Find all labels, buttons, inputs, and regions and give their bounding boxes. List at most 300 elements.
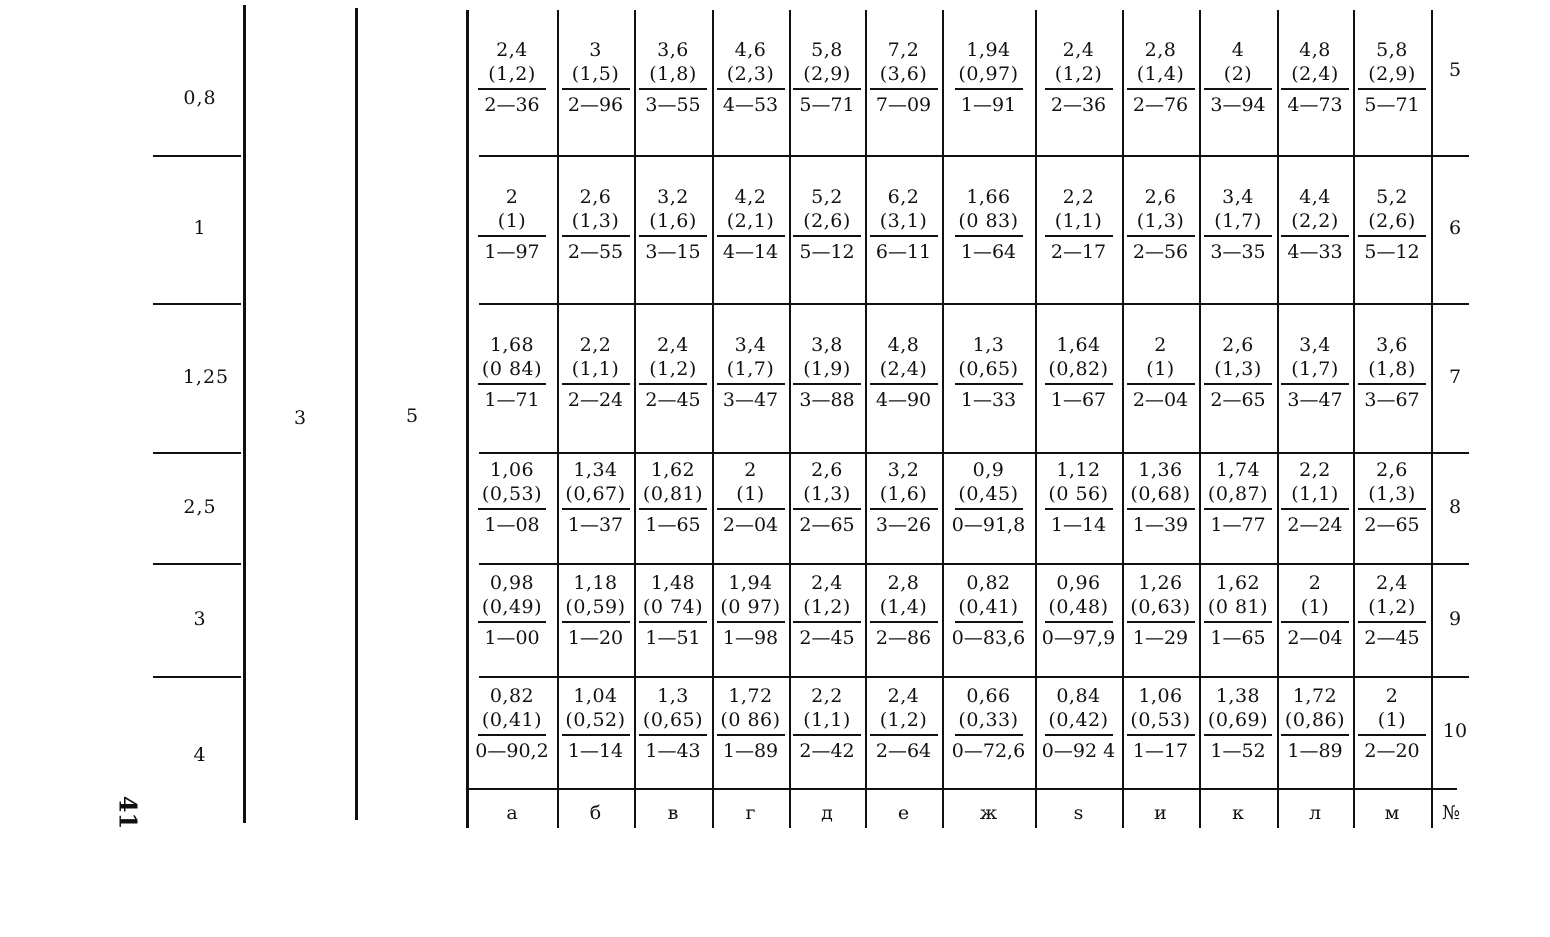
cell-value: 2,4 xyxy=(811,572,843,594)
fraction-line xyxy=(1127,734,1195,736)
cell-paren-value: (1,1) xyxy=(803,709,851,731)
fraction-line xyxy=(478,88,546,90)
fraction-line xyxy=(1358,734,1426,736)
fraction-line xyxy=(793,235,861,237)
table-cell xyxy=(557,684,634,763)
cell-paren-value: (0,97) xyxy=(958,63,1019,85)
cell-value: 0,82 xyxy=(966,572,1011,594)
cell-code: 1—20 xyxy=(567,626,624,649)
row-number: 5 xyxy=(1448,58,1462,81)
page-number: 41 xyxy=(113,795,143,830)
cell-code: 1—14 xyxy=(567,739,624,762)
table-cell xyxy=(634,571,712,650)
cell-value: 1,72 xyxy=(728,685,773,707)
table-cell xyxy=(1122,38,1199,117)
table-cell xyxy=(1122,333,1199,412)
fraction-line xyxy=(1045,508,1113,510)
cell-code: 5—12 xyxy=(799,240,855,263)
fraction-line xyxy=(1045,621,1113,623)
cell-code: 2—20 xyxy=(1364,739,1420,762)
cell-code: 3—94 xyxy=(1210,93,1266,116)
fraction-line xyxy=(870,734,938,736)
table-cell xyxy=(789,684,865,763)
cell-paren-value: (1) xyxy=(736,483,765,505)
cell-value: 3 xyxy=(589,39,602,61)
cell-code: 7—09 xyxy=(875,93,932,116)
fraction-line xyxy=(1127,621,1195,623)
cell-paren-value: (0 81) xyxy=(1207,596,1269,618)
table-cell xyxy=(1277,185,1353,264)
cell-code: 1—65 xyxy=(1210,626,1266,649)
cell-paren-value: (3,1) xyxy=(879,210,928,232)
fraction-line xyxy=(870,383,938,385)
cell-paren-value: (1,2) xyxy=(649,358,697,380)
column-header: к xyxy=(1232,802,1244,824)
cell-paren-value: (2,1) xyxy=(726,210,775,232)
left-row-label: 0,8 xyxy=(183,87,217,109)
table-cell xyxy=(634,333,712,412)
fraction-line xyxy=(562,734,630,736)
cell-paren-value: (0,53) xyxy=(1130,709,1191,731)
fraction-line xyxy=(1204,88,1272,90)
cell-code: 0—83,6 xyxy=(951,626,1026,649)
left-row-label: 2,5 xyxy=(183,496,217,518)
row-number: 10 xyxy=(1442,719,1468,742)
table-cell xyxy=(1277,571,1353,650)
table-cell xyxy=(1277,38,1353,117)
cell-code: 1—00 xyxy=(484,626,540,649)
cell-code: 2—36 xyxy=(484,93,540,116)
cell-code: 0—97,9 xyxy=(1041,626,1116,649)
table-cell xyxy=(1353,185,1431,264)
fraction-line xyxy=(478,235,546,237)
cell-paren-value: (1,1) xyxy=(1054,210,1103,232)
column-header: е xyxy=(897,802,910,824)
cell-code: 0—72,6 xyxy=(951,739,1026,762)
cell-value: 5,8 xyxy=(811,39,843,61)
row-separator xyxy=(479,303,1469,305)
fraction-line xyxy=(1127,383,1195,385)
fraction-line xyxy=(955,508,1023,510)
table-cell xyxy=(712,571,789,650)
cell-code: 5—71 xyxy=(1364,93,1420,116)
cell-value: 1,62 xyxy=(1215,572,1261,594)
fraction-line xyxy=(955,621,1023,623)
cell-paren-value: (1,1) xyxy=(1291,483,1339,505)
fraction-line xyxy=(1358,383,1426,385)
fraction-line xyxy=(478,508,546,510)
cell-value: 1,66 xyxy=(966,186,1011,208)
cell-value: 1,36 xyxy=(1138,459,1183,481)
fraction-line xyxy=(562,621,630,623)
cell-code: 3—47 xyxy=(722,388,779,411)
cell-paren-value: (1,3) xyxy=(571,210,620,232)
fraction-line xyxy=(1281,235,1349,237)
fraction-line xyxy=(870,621,938,623)
left-row-label: 4 xyxy=(193,744,207,766)
cell-paren-value: (1,2) xyxy=(879,709,928,731)
data-grid xyxy=(467,10,1467,830)
fraction-line xyxy=(1358,508,1426,510)
cell-code: 1—52 xyxy=(1210,739,1266,762)
cell-value: 2 xyxy=(505,186,519,208)
table-cell xyxy=(712,38,789,117)
cell-value: 3,4 xyxy=(1222,186,1254,208)
cell-value: 2,6 xyxy=(1222,334,1254,356)
cell-paren-value: (1,7) xyxy=(1291,358,1339,380)
cell-paren-value: (0,59) xyxy=(565,596,626,618)
table-cell xyxy=(1199,333,1277,412)
cell-code: 2—76 xyxy=(1132,93,1189,116)
fraction-line xyxy=(955,383,1023,385)
cell-value: 1,72 xyxy=(1292,685,1338,707)
cell-code: 2—65 xyxy=(1364,513,1420,536)
table-cell xyxy=(1199,571,1277,650)
cell-value: 1,3 xyxy=(972,334,1005,356)
cell-code: 0—91,8 xyxy=(951,513,1026,536)
fraction-line xyxy=(1281,734,1349,736)
fraction-line xyxy=(717,508,785,510)
table-cell xyxy=(1199,38,1277,117)
cell-paren-value: (0,69) xyxy=(1207,709,1269,731)
cell-value: 2,4 xyxy=(657,334,689,356)
cell-code: 3—88 xyxy=(799,388,855,411)
cell-value: 0,96 xyxy=(1056,572,1101,594)
fraction-line xyxy=(478,621,546,623)
cell-paren-value: (1) xyxy=(497,210,527,232)
table-cell xyxy=(557,458,634,537)
table-cell xyxy=(789,458,865,537)
fraction-line xyxy=(1045,734,1113,736)
table-cell xyxy=(712,458,789,537)
cell-code: 2—45 xyxy=(645,388,701,411)
table-cell xyxy=(467,684,557,763)
fraction-line xyxy=(562,235,630,237)
fraction-line xyxy=(955,88,1023,90)
table-cell xyxy=(1199,458,1277,537)
cell-paren-value: (1,9) xyxy=(803,358,851,380)
table-cell xyxy=(789,185,865,264)
cell-code: 2—04 xyxy=(722,513,779,536)
cell-paren-value: (2,6) xyxy=(1368,210,1416,232)
cell-value: 2,4 xyxy=(887,685,920,707)
column-header: л xyxy=(1308,802,1322,824)
fraction-line xyxy=(1358,88,1426,90)
fraction-line xyxy=(1045,383,1113,385)
table-cell xyxy=(865,571,942,650)
cell-paren-value: (1,1) xyxy=(571,358,620,380)
cell-paren-value: (0,82) xyxy=(1048,358,1109,380)
cell-value: 2 xyxy=(1385,685,1399,707)
fraction-line xyxy=(1127,235,1195,237)
cell-paren-value: (0,41) xyxy=(481,709,543,731)
cell-value: 1,06 xyxy=(489,459,535,481)
table-cell xyxy=(942,185,1035,264)
cell-code: 2—56 xyxy=(1132,240,1189,263)
table-cell xyxy=(865,458,942,537)
table-cell xyxy=(1277,333,1353,412)
cell-value: 3,6 xyxy=(657,39,689,61)
cell-value: 2 xyxy=(1154,334,1167,356)
cell-value: 4,2 xyxy=(734,186,767,208)
cell-paren-value: (1,7) xyxy=(1214,210,1262,232)
fraction-line xyxy=(639,508,707,510)
cell-code: 2—24 xyxy=(1287,513,1343,536)
cell-code: 3—15 xyxy=(645,240,701,263)
cell-paren-value: (0,52) xyxy=(565,709,626,731)
table-cell xyxy=(942,571,1035,650)
cell-value: 5,8 xyxy=(1376,39,1408,61)
fraction-line xyxy=(1281,621,1349,623)
cell-value: 4,4 xyxy=(1299,186,1331,208)
cell-paren-value: (0,65) xyxy=(642,709,704,731)
cell-value: 2,6 xyxy=(1144,186,1177,208)
table-cell xyxy=(467,571,557,650)
fraction-line xyxy=(1204,235,1272,237)
cell-code: 2—04 xyxy=(1287,626,1343,649)
cell-code: 2—17 xyxy=(1050,240,1107,263)
cell-value: 3,2 xyxy=(887,459,920,481)
cell-value: 2,4 xyxy=(1376,572,1408,594)
cell-value: 2,2 xyxy=(1299,459,1331,481)
row-separator xyxy=(479,155,1469,157)
left-row-label: 1 xyxy=(193,217,207,239)
fraction-line xyxy=(717,383,785,385)
cell-value: 3,4 xyxy=(1299,334,1331,356)
fraction-line xyxy=(717,235,785,237)
cell-value: 2,6 xyxy=(1376,459,1408,481)
cell-value: 6,2 xyxy=(887,186,920,208)
fraction-line xyxy=(478,383,546,385)
cell-paren-value: (1,3) xyxy=(1368,483,1416,505)
cell-paren-value: (1) xyxy=(1300,596,1330,618)
cell-paren-value: (1,2) xyxy=(488,63,536,85)
table-cell xyxy=(557,185,634,264)
cell-value: 2,2 xyxy=(1062,186,1095,208)
table-cell xyxy=(634,458,712,537)
cell-value: 1,26 xyxy=(1138,572,1183,594)
cell-paren-value: (0,63) xyxy=(1130,596,1191,618)
table-cell xyxy=(634,684,712,763)
left-row-sep xyxy=(153,676,241,678)
cell-paren-value: (2,2) xyxy=(1291,210,1339,232)
table-cell xyxy=(1035,38,1122,117)
cell-code: 1—33 xyxy=(960,388,1017,411)
cell-code: 4—73 xyxy=(1287,93,1343,116)
cell-paren-value: (0 86) xyxy=(720,709,781,731)
table-cell xyxy=(1035,185,1122,264)
cell-value: 2,4 xyxy=(496,39,528,61)
table-cell xyxy=(1035,458,1122,537)
cell-value: 1,18 xyxy=(573,572,618,594)
cell-paren-value: (1,4) xyxy=(879,596,928,618)
cell-code: 2—55 xyxy=(567,240,624,263)
fraction-line xyxy=(1127,88,1195,90)
cell-value: 7,2 xyxy=(887,39,920,61)
cell-paren-value: (2,4) xyxy=(879,358,928,380)
cell-value: 4 xyxy=(1231,39,1245,61)
cell-paren-value: (2,9) xyxy=(1368,63,1416,85)
cell-code: 2—24 xyxy=(567,388,624,411)
fraction-line xyxy=(1045,235,1113,237)
cell-code: 1—29 xyxy=(1132,626,1189,649)
cell-value: 0,66 xyxy=(966,685,1011,707)
cell-value: 1,68 xyxy=(489,334,535,356)
left-rule-1 xyxy=(243,5,246,823)
fraction-line xyxy=(639,383,707,385)
cell-paren-value: (2,9) xyxy=(803,63,851,85)
fraction-line xyxy=(1281,508,1349,510)
cell-value: 1,06 xyxy=(1138,685,1183,707)
cell-value: 2,8 xyxy=(1144,39,1177,61)
cell-paren-value: (0,65) xyxy=(958,358,1019,380)
cell-code: 1—43 xyxy=(645,739,701,762)
fraction-line xyxy=(793,383,861,385)
table-cell xyxy=(712,333,789,412)
cell-code: 4—90 xyxy=(875,388,932,411)
fraction-line xyxy=(793,508,861,510)
cell-paren-value: (1,7) xyxy=(726,358,775,380)
cell-value: 2 xyxy=(744,459,757,481)
fraction-line xyxy=(639,621,707,623)
cell-code: 1—89 xyxy=(722,739,779,762)
table-cell xyxy=(1353,684,1431,763)
cell-paren-value: (1,3) xyxy=(1214,358,1262,380)
cell-code: 0—92 4 xyxy=(1041,739,1116,762)
column-header: д xyxy=(821,802,833,824)
left-row-sep xyxy=(153,452,241,454)
fraction-line xyxy=(717,734,785,736)
cell-value: 1,04 xyxy=(573,685,618,707)
cell-code: 3—67 xyxy=(1364,388,1420,411)
cell-paren-value: (1,3) xyxy=(803,483,851,505)
cell-paren-value: (2) xyxy=(1223,63,1253,85)
table-cell xyxy=(1122,185,1199,264)
fraction-line xyxy=(793,734,861,736)
table-cell xyxy=(789,571,865,650)
table-cell xyxy=(1277,684,1353,763)
cell-paren-value: (1,2) xyxy=(803,596,851,618)
fraction-line xyxy=(955,734,1023,736)
cell-code: 2—45 xyxy=(799,626,855,649)
column-header: б xyxy=(589,802,602,824)
fraction-line xyxy=(1045,88,1113,90)
cell-paren-value: (0,49) xyxy=(481,596,543,618)
fraction-line xyxy=(562,508,630,510)
row-number: 6 xyxy=(1448,217,1462,239)
cell-code: 1—08 xyxy=(484,513,540,536)
left-row-sep xyxy=(153,563,241,565)
cell-paren-value: (0,81) xyxy=(642,483,704,505)
cell-paren-value: (0 74) xyxy=(642,596,704,618)
cell-paren-value: (0,87) xyxy=(1207,483,1269,505)
column-header: в xyxy=(667,802,679,824)
cell-paren-value: (1,6) xyxy=(879,483,928,505)
fraction-line xyxy=(717,621,785,623)
left-row-label: 3 xyxy=(193,608,207,630)
cell-code: 1—89 xyxy=(1287,739,1343,762)
table-cell xyxy=(1035,333,1122,412)
cell-paren-value: (0,33) xyxy=(958,709,1019,731)
table-cell xyxy=(1122,684,1199,763)
cell-paren-value: (1) xyxy=(1377,709,1407,731)
cell-paren-value: (1,4) xyxy=(1136,63,1185,85)
cell-paren-value: (0 56) xyxy=(1048,483,1109,505)
column-header: м xyxy=(1384,802,1400,824)
fraction-line xyxy=(639,734,707,736)
cell-value: 2,8 xyxy=(887,572,920,594)
table-cell xyxy=(634,38,712,117)
cell-paren-value: (0,53) xyxy=(481,483,543,505)
table-cell xyxy=(712,684,789,763)
col2-value: 3 xyxy=(294,407,307,429)
cell-code: 6—11 xyxy=(875,240,932,263)
fraction-line xyxy=(717,88,785,90)
table-cell xyxy=(467,458,557,537)
table-cell xyxy=(557,38,634,117)
cell-value: 2 xyxy=(1308,572,1322,594)
table-cell xyxy=(1353,333,1431,412)
cell-value: 2,6 xyxy=(579,186,612,208)
cell-code: 5—71 xyxy=(799,93,855,116)
cell-code: 5—12 xyxy=(1364,240,1420,263)
table-cell xyxy=(712,185,789,264)
cell-value: 0,98 xyxy=(489,572,535,594)
cell-code: 3—55 xyxy=(645,93,701,116)
cell-value: 4,8 xyxy=(887,334,920,356)
cell-value: 2,6 xyxy=(811,459,843,481)
cell-paren-value: (0,42) xyxy=(1048,709,1109,731)
row-separator xyxy=(479,676,1469,678)
cell-value: 1,94 xyxy=(728,572,773,594)
table-cell xyxy=(789,333,865,412)
cell-paren-value: (2,4) xyxy=(1291,63,1339,85)
cell-code: 2—42 xyxy=(799,739,855,762)
cell-value: 1,74 xyxy=(1215,459,1261,481)
cell-value: 3,2 xyxy=(657,186,689,208)
fraction-line xyxy=(870,235,938,237)
cell-code: 1—17 xyxy=(1132,739,1189,762)
table-cell xyxy=(1353,38,1431,117)
fraction-line xyxy=(1358,621,1426,623)
cell-value: 1,38 xyxy=(1215,685,1261,707)
cell-paren-value: (0 97) xyxy=(720,596,781,618)
cell-code: 1—71 xyxy=(484,388,540,411)
cell-value: 4,6 xyxy=(734,39,767,61)
table-cell xyxy=(942,333,1035,412)
cell-paren-value: (0,45) xyxy=(958,483,1019,505)
cell-value: 4,8 xyxy=(1299,39,1331,61)
table-cell xyxy=(467,38,557,117)
cell-value: 3,4 xyxy=(734,334,767,356)
cell-code: 2—86 xyxy=(875,626,932,649)
cell-value: 1,12 xyxy=(1056,459,1101,481)
cell-code: 1—98 xyxy=(722,626,779,649)
cell-paren-value: (2,3) xyxy=(726,63,775,85)
fraction-line xyxy=(955,235,1023,237)
cell-paren-value: (0 83) xyxy=(958,210,1019,232)
header-separator xyxy=(467,788,1457,790)
left-rule-2 xyxy=(355,8,358,820)
table-cell xyxy=(467,333,557,412)
left-row-sep xyxy=(153,303,241,305)
fraction-line xyxy=(639,235,707,237)
cell-code: 1—67 xyxy=(1050,388,1107,411)
table-cell xyxy=(634,185,712,264)
cell-value: 5,2 xyxy=(811,186,843,208)
cell-paren-value: (1,8) xyxy=(649,63,697,85)
cell-value: 1,3 xyxy=(657,685,689,707)
